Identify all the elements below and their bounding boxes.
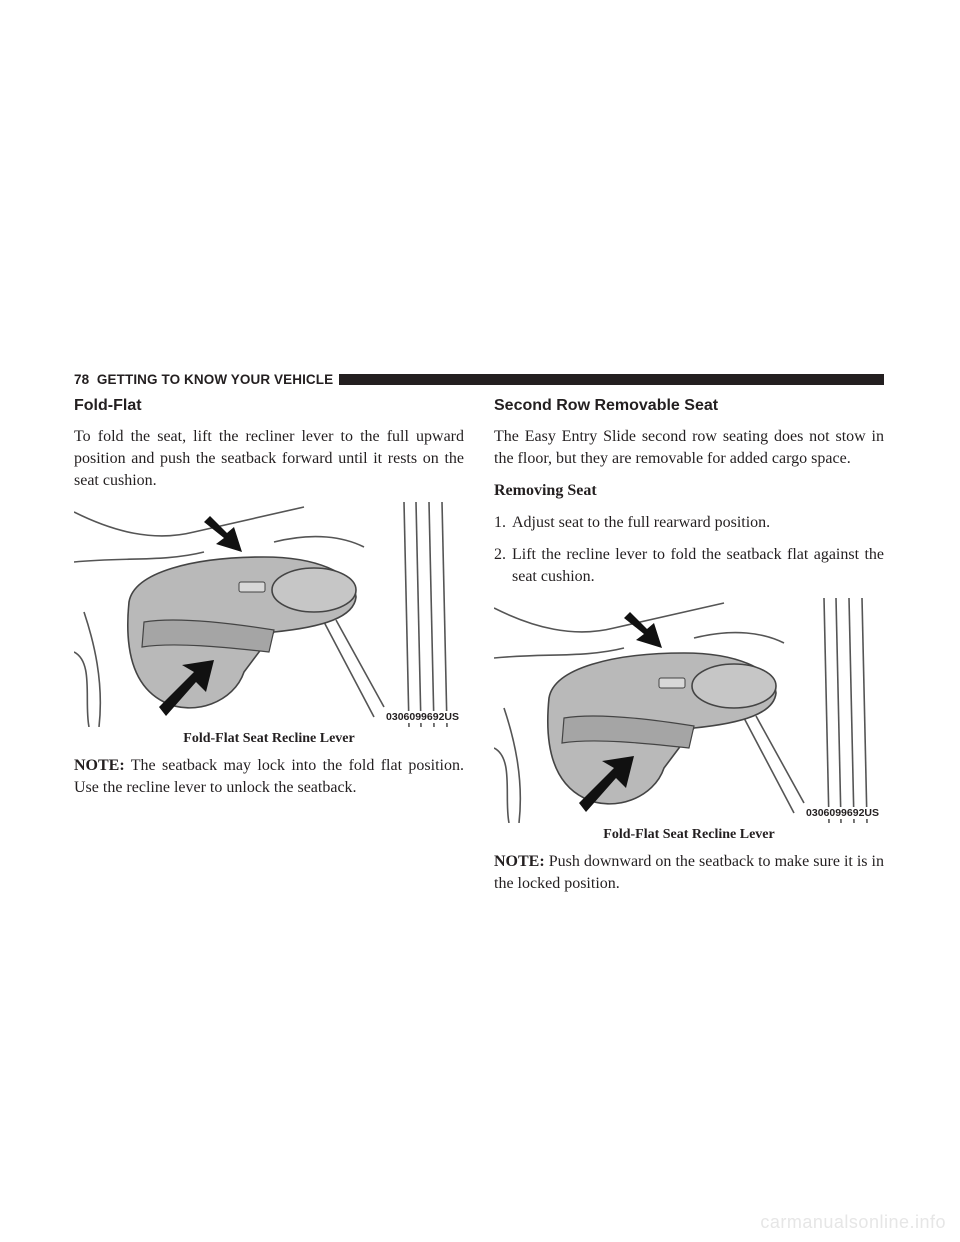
seat-illustration [74, 502, 464, 727]
fold-flat-heading: Fold-Flat [74, 397, 142, 414]
note-text: The seatback may lock into the fold flat position. Use the recline lever to unlock the seatback. [74, 757, 464, 796]
page-number: 78 [74, 371, 90, 387]
figure-code: 0306099692US [386, 711, 459, 723]
note-text: Push downward on the seatback to make sure it is in the locked position. [494, 853, 884, 892]
step-text: Adjust seat to the full rearward position. [512, 514, 771, 531]
page-header-text [74, 372, 333, 387]
fold-flat-paragraph: To fold the seat, lift the recliner lever to the full upward position and push the seatback forward until it rests on the seat cushion. [74, 428, 464, 489]
step-item [494, 544, 884, 588]
seat-illustration [494, 598, 884, 823]
figure-code: 0306099692US [806, 807, 879, 819]
note [494, 851, 884, 895]
removable-seat-heading: Second Row Removable Seat [494, 397, 719, 414]
watermark: carmanualsonline.info [760, 1212, 946, 1232]
note-label: NOTE: [74, 757, 125, 774]
section-title: GETTING TO KNOW YOUR VEHICLE [96, 371, 334, 387]
figure-caption: Fold-Flat Seat Recline Lever [603, 827, 775, 842]
step-number: 2. [494, 546, 506, 563]
left-column [74, 396, 464, 809]
note-label: NOTE: [494, 853, 545, 870]
curved-arrow-icon [204, 516, 242, 552]
step-item [494, 512, 884, 534]
removing-seat-figure [494, 598, 884, 823]
removing-seat-subheading: Removing Seat [494, 482, 597, 499]
removable-seat-paragraph: The Easy Entry Slide second row seating does not stow in the floor, but they are removable for added cargo space. [494, 428, 884, 467]
curved-arrow-icon [624, 612, 662, 648]
note [74, 755, 464, 799]
header-rule [339, 374, 884, 385]
step-text: Lift the recline lever to fold the seatback flat against the seat cushion. [512, 546, 884, 585]
right-column [494, 396, 884, 905]
page-header [74, 368, 884, 390]
figure-caption: Fold-Flat Seat Recline Lever [183, 731, 355, 746]
step-number: 1. [494, 514, 506, 531]
fold-flat-figure [74, 502, 464, 727]
